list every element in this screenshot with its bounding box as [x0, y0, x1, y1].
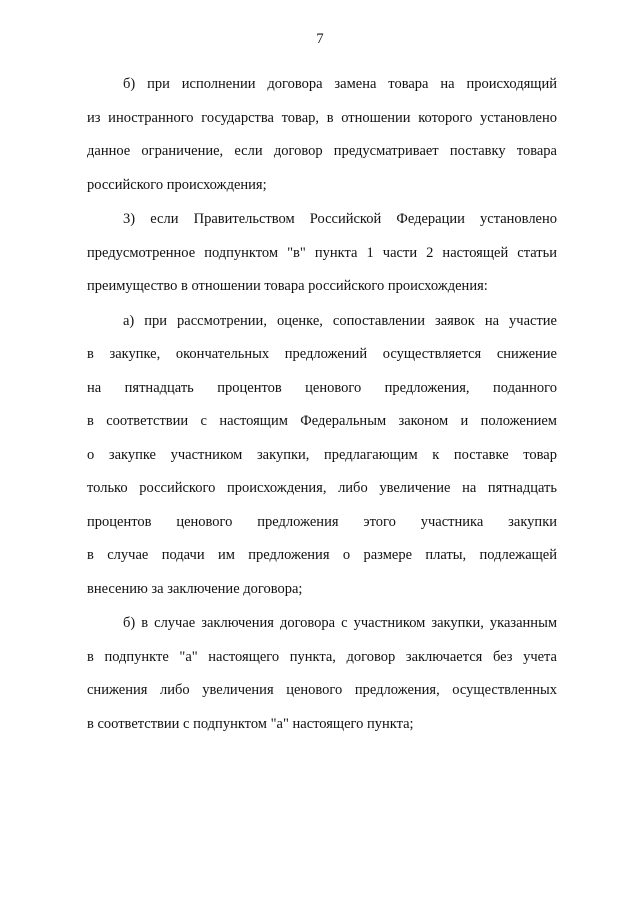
text-line: в подпункте "а" настоящего пункта, договор заключается без учета: [87, 648, 557, 665]
text-line: данное ограничение, если договор предусматривает поставку товара: [87, 143, 557, 159]
text-line: из иностранного государства товар, в отношении которого установлено: [87, 109, 557, 126]
text-line: российского происхождения;: [87, 176, 267, 193]
text-line: б) в случае заключения договора с участником закупки, указанным: [123, 615, 557, 631]
text-line: предусмотренное подпунктом "в" пункта 1 части 2 настоящей статьи: [87, 244, 557, 261]
paragraph-a-evaluation: [87, 305, 557, 607]
text-line: в соответствии с настоящим Федеральным законом и положением: [87, 413, 557, 429]
text-line: б) при исполнении договора замена товара на происходящий: [123, 76, 557, 92]
paragraph-b-replacement: [87, 68, 557, 202]
text-line: преимущество в отношении товара российского происхождения:: [87, 278, 488, 294]
document-body: [87, 68, 557, 741]
text-line: процентов ценового предложения этого участника закупки: [87, 513, 557, 530]
text-line: а) при рассмотрении, оценке, сопоставлении заявок на участие: [123, 312, 557, 329]
text-line: в соответствии с подпунктом "а" настоящего пункта;: [87, 715, 414, 732]
text-line: только российского происхождения, либо увеличение на пятнадцать: [87, 480, 557, 496]
text-line: внесению за заключение договора;: [87, 580, 303, 597]
text-line: в закупке, окончательных предложений осуществляется снижение: [87, 346, 557, 362]
text-line: в случае подачи им предложения о размере платы, подлежащей: [87, 547, 557, 563]
text-line: 3) если Правительством Российской Федерации установлено: [123, 211, 557, 227]
paragraph-b-contract: [87, 607, 557, 741]
paragraph-3-preference: [87, 203, 557, 304]
text-line: на пятнадцать процентов ценового предложения, поданного: [87, 379, 557, 396]
text-line: о закупке участником закупки, предлагающим к поставке товар: [87, 446, 557, 463]
text-line: снижения либо увеличения ценового предложения, осуществленных: [87, 682, 557, 698]
page-number: 7: [316, 31, 324, 47]
